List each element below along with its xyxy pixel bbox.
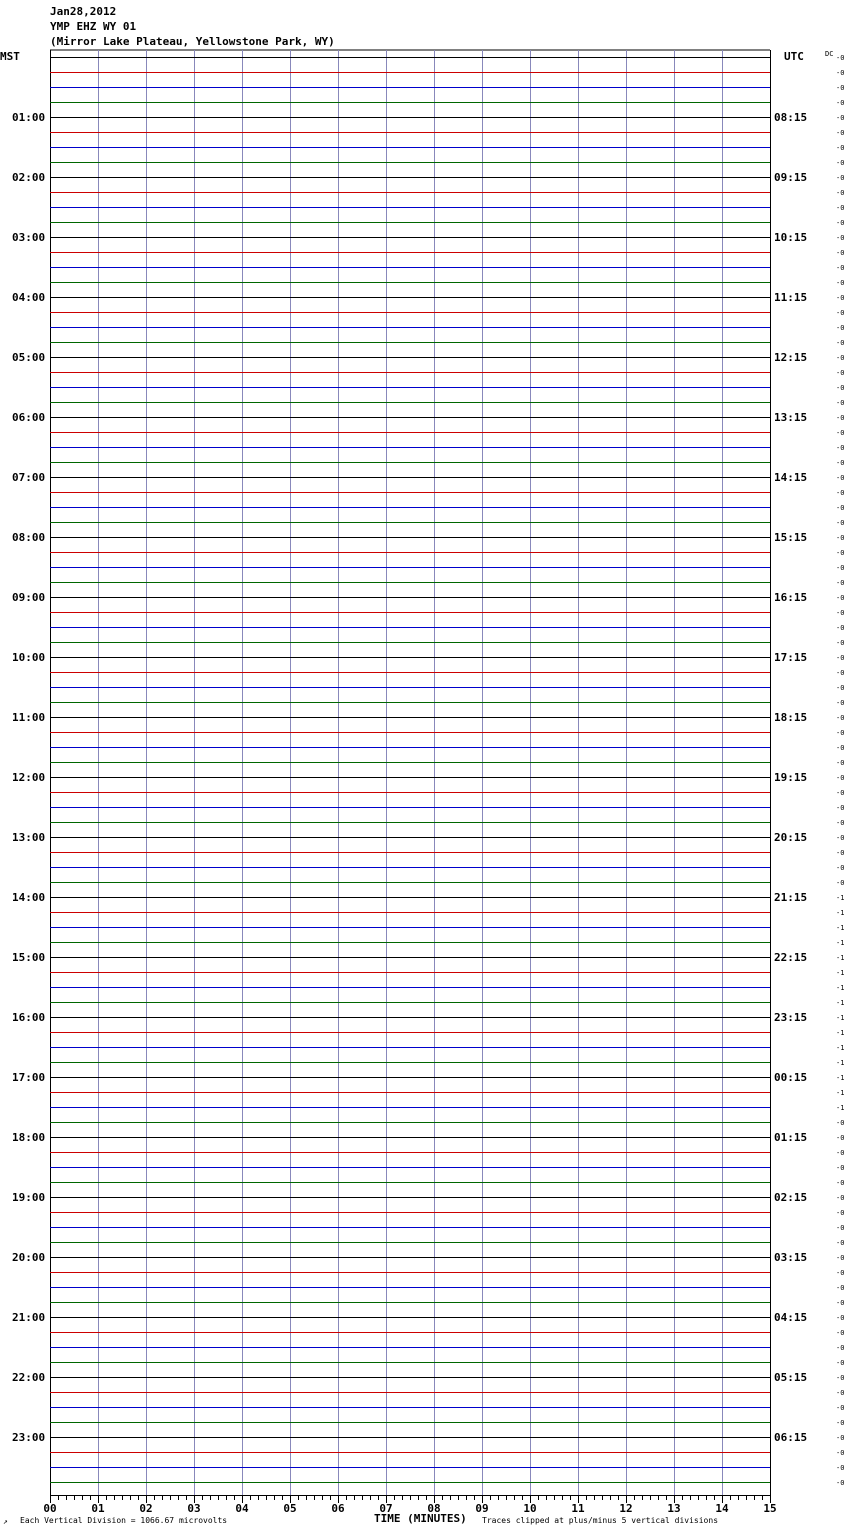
dc-offset-value: -1 xyxy=(836,909,845,917)
utc-hour-label: 00:15 xyxy=(774,1071,808,1084)
trace-lines xyxy=(50,58,770,1483)
mst-hour-label: 17:00 xyxy=(12,1071,46,1084)
dc-offset-value: -0 xyxy=(836,1299,845,1307)
dc-offset-value: -0 xyxy=(836,714,845,722)
utc-hour-label: 08:15 xyxy=(774,111,808,124)
dc-offset-value: -0 xyxy=(836,249,845,257)
dc-offset-value: -1 xyxy=(836,954,845,962)
x-tick-label: 07 xyxy=(379,1502,393,1515)
dc-offset-value: -0 xyxy=(836,204,845,212)
dc-offset-value: -0 xyxy=(836,879,845,887)
dc-offset-value: -0 xyxy=(836,54,845,62)
dc-offset-value: -0 xyxy=(836,849,845,857)
dc-offset-value: -0 xyxy=(836,324,845,332)
dc-offset-value: -0 xyxy=(836,534,845,542)
dc-offset-value: -0 xyxy=(836,1209,845,1217)
utc-hour-label: 01:15 xyxy=(774,1131,808,1144)
dc-offset-label: DC xyxy=(825,50,834,58)
dc-offset-value: -0 xyxy=(836,1329,845,1337)
footer-corner-mark: ↗ xyxy=(3,1517,8,1526)
dc-offset-value: -1 xyxy=(836,984,845,992)
x-tick-label: 12 xyxy=(619,1502,633,1515)
dc-offset-value: -0 xyxy=(836,84,845,92)
scale-note: Each Vertical Division = 1066.67 microvolts xyxy=(20,1516,228,1525)
dc-offset-value: -1 xyxy=(836,1044,845,1052)
dc-offset-value: -0 xyxy=(836,384,845,392)
x-tick-label: 09 xyxy=(475,1502,489,1515)
mst-axis-label: MST xyxy=(0,50,20,63)
dc-offset-value: -0 xyxy=(836,414,845,422)
utc-hour-label: 02:15 xyxy=(774,1191,808,1204)
x-tick-label: 10 xyxy=(523,1502,537,1515)
utc-hour-label: 20:15 xyxy=(774,831,808,844)
x-tick-label: 00 xyxy=(43,1502,57,1515)
mst-hour-label: 18:00 xyxy=(12,1131,46,1144)
dc-offset-value: -0 xyxy=(836,1479,845,1487)
dc-offset-value: -0 xyxy=(836,594,845,602)
x-tick-label: 04 xyxy=(235,1502,249,1515)
dc-offset-value: -0 xyxy=(836,1449,845,1457)
x-axis-title: TIME (MINUTES) xyxy=(374,1512,467,1525)
dc-offset-value: -0 xyxy=(836,369,845,377)
dc-offset-value: -1 xyxy=(836,1089,845,1097)
x-tick-label: 08 xyxy=(427,1502,441,1515)
dc-offset-value: -0 xyxy=(836,1434,845,1442)
mst-hour-label: 14:00 xyxy=(12,891,46,904)
mst-hour-label: 08:00 xyxy=(12,531,46,544)
mst-hour-label: 12:00 xyxy=(12,771,46,784)
dc-offset-value: -0 xyxy=(836,1344,845,1352)
dc-offset-value: -0 xyxy=(836,789,845,797)
x-tick-label: 14 xyxy=(715,1502,729,1515)
utc-axis-label: UTC xyxy=(784,50,804,63)
dc-offset-value: -0 xyxy=(836,624,845,632)
dc-offset-value: -0 xyxy=(836,489,845,497)
dc-offset-value: -0 xyxy=(836,309,845,317)
dc-offset-value: -0 xyxy=(836,639,845,647)
dc-offset-value: -0 xyxy=(836,174,845,182)
dc-offset-value: -0 xyxy=(836,444,845,452)
dc-offset-value: -0 xyxy=(836,1239,845,1247)
dc-offset-value: -1 xyxy=(836,1074,845,1082)
dc-offset-value: -0 xyxy=(836,819,845,827)
dc-offset-value: -1 xyxy=(836,999,845,1007)
dc-offset-value: -0 xyxy=(836,1359,845,1367)
clip-note: Traces clipped at plus/minus 5 vertical divisions xyxy=(482,1516,719,1525)
x-tick-label: 15 xyxy=(763,1502,777,1515)
dc-offset-value: -0 xyxy=(836,699,845,707)
dc-offset-value: -0 xyxy=(836,144,845,152)
utc-hour-labels xyxy=(774,111,807,1444)
dc-offset-value: -0 xyxy=(836,219,845,227)
dc-offset-value: -0 xyxy=(836,1389,845,1397)
x-tick-label: 02 xyxy=(139,1502,153,1515)
mst-hour-label: 20:00 xyxy=(12,1251,46,1264)
mst-hour-label: 16:00 xyxy=(12,1011,46,1024)
mst-hour-label: 13:00 xyxy=(12,831,46,844)
mst-hour-label: 23:00 xyxy=(12,1431,46,1444)
x-tick-label: 06 xyxy=(331,1502,345,1515)
dc-offset-value: -0 xyxy=(836,504,845,512)
dc-offset-value: -0 xyxy=(836,1179,845,1187)
dc-offset-value: -0 xyxy=(836,864,845,872)
record-date: Jan28,2012 xyxy=(50,5,117,18)
dc-offset-value: -0 xyxy=(836,474,845,482)
dc-offset-value: -0 xyxy=(836,189,845,197)
utc-hour-label: 13:15 xyxy=(774,411,808,424)
dc-offset-value: -0 xyxy=(836,129,845,137)
dc-offset-value: -1 xyxy=(836,1014,845,1022)
dc-offset-value: -0 xyxy=(836,159,845,167)
dc-offset-value: -0 xyxy=(836,1254,845,1262)
dc-offset-value: -0 xyxy=(836,1464,845,1472)
dc-offset-value: -0 xyxy=(836,804,845,812)
mst-hour-label: 02:00 xyxy=(12,171,46,184)
dc-offset-value: -1 xyxy=(836,924,845,932)
dc-offset-value: -0 xyxy=(836,1224,845,1232)
dc-offset-value: -0 xyxy=(836,1134,845,1142)
dc-offset-value: -0 xyxy=(836,354,845,362)
dc-offset-value: -0 xyxy=(836,654,845,662)
dc-offset-value: -0 xyxy=(836,1284,845,1292)
utc-hour-label: 15:15 xyxy=(774,531,808,544)
station-code: YMP EHZ WY 01 xyxy=(50,20,137,33)
x-tick-label: 03 xyxy=(187,1502,201,1515)
dc-offset-value: -1 xyxy=(836,939,845,947)
dc-offset-value: -0 xyxy=(836,564,845,572)
dc-offset-value: -0 xyxy=(836,834,845,842)
utc-hour-label: 05:15 xyxy=(774,1371,808,1384)
mst-hour-label: 06:00 xyxy=(12,411,46,424)
dc-offset-value: -0 xyxy=(836,279,845,287)
dc-offset-value: -0 xyxy=(836,1194,845,1202)
dc-offset-value: -0 xyxy=(836,744,845,752)
utc-hour-label: 14:15 xyxy=(774,471,808,484)
utc-hour-label: 03:15 xyxy=(774,1251,808,1264)
dc-offset-value: -0 xyxy=(836,519,845,527)
dc-offset-value: -0 xyxy=(836,579,845,587)
minute-gridlines xyxy=(50,50,771,1495)
station-location: (Mirror Lake Plateau, Yellowstone Park, WY) xyxy=(50,35,335,48)
dc-offset-value: -1 xyxy=(836,894,845,902)
dc-offset-value: -0 xyxy=(836,69,845,77)
utc-hour-label: 11:15 xyxy=(774,291,808,304)
utc-hour-label: 10:15 xyxy=(774,231,808,244)
dc-offset-value: -0 xyxy=(836,1404,845,1412)
dc-offset-value: -0 xyxy=(836,99,845,107)
mst-hour-label: 07:00 xyxy=(12,471,46,484)
mst-hour-label: 03:00 xyxy=(12,231,46,244)
dc-offset-value: -0 xyxy=(836,1119,845,1127)
mst-hour-label: 05:00 xyxy=(12,351,46,364)
utc-hour-label: 16:15 xyxy=(774,591,808,604)
utc-hour-label: 12:15 xyxy=(774,351,808,364)
dc-offset-value: -0 xyxy=(836,1149,845,1157)
dc-offset-value: -0 xyxy=(836,234,845,242)
dc-offset-value: -0 xyxy=(836,1374,845,1382)
dc-offset-value: -0 xyxy=(836,684,845,692)
x-tick-label: 11 xyxy=(571,1502,585,1515)
dc-offset-value: -0 xyxy=(836,1164,845,1172)
dc-offset-value: -0 xyxy=(836,399,845,407)
dc-offset-value: -0 xyxy=(836,759,845,767)
dc-offset-value: -0 xyxy=(836,1314,845,1322)
x-tick-label: 01 xyxy=(91,1502,105,1515)
dc-offset-value: -1 xyxy=(836,969,845,977)
dc-offset-value: -1 xyxy=(836,1059,845,1067)
mst-hour-label: 21:00 xyxy=(12,1311,46,1324)
utc-hour-label: 19:15 xyxy=(774,771,808,784)
utc-hour-label: 22:15 xyxy=(774,951,808,964)
utc-hour-label: 06:15 xyxy=(774,1431,808,1444)
dc-offset-value: -0 xyxy=(836,294,845,302)
mst-hour-label: 11:00 xyxy=(12,711,46,724)
dc-offset-value: -0 xyxy=(836,774,845,782)
dc-offset-value: -0 xyxy=(836,459,845,467)
mst-hour-label: 04:00 xyxy=(12,291,46,304)
utc-hour-label: 04:15 xyxy=(774,1311,808,1324)
mst-hour-label: 19:00 xyxy=(12,1191,46,1204)
mst-hour-label: 10:00 xyxy=(12,651,46,664)
utc-hour-label: 21:15 xyxy=(774,891,808,904)
utc-hour-label: 09:15 xyxy=(774,171,808,184)
mst-hour-label: 01:00 xyxy=(12,111,46,124)
dc-offset-value: -0 xyxy=(836,114,845,122)
dc-offset-value: -1 xyxy=(836,1029,845,1037)
dc-offset-value: -0 xyxy=(836,339,845,347)
dc-offset-value: -0 xyxy=(836,669,845,677)
dc-offset-value: -0 xyxy=(836,1269,845,1277)
utc-hour-label: 17:15 xyxy=(774,651,808,664)
mst-hour-label: 09:00 xyxy=(12,591,46,604)
mst-hour-labels xyxy=(12,111,45,1444)
mst-hour-label: 22:00 xyxy=(12,1371,46,1384)
dc-offset-value: -0 xyxy=(836,609,845,617)
dc-offset-value: -0 xyxy=(836,549,845,557)
x-tick-label: 05 xyxy=(283,1502,297,1515)
dc-offset-value: -0 xyxy=(836,729,845,737)
dc-offset-value: -1 xyxy=(836,1104,845,1112)
utc-hour-label: 23:15 xyxy=(774,1011,808,1024)
dc-offset-value: -0 xyxy=(836,429,845,437)
dc-offset-value: -0 xyxy=(836,1419,845,1427)
mst-hour-label: 15:00 xyxy=(12,951,46,964)
utc-hour-label: 18:15 xyxy=(774,711,808,724)
dc-offset-value: -0 xyxy=(836,264,845,272)
x-tick-label: 13 xyxy=(667,1502,681,1515)
dc-offset-values xyxy=(836,54,844,1487)
